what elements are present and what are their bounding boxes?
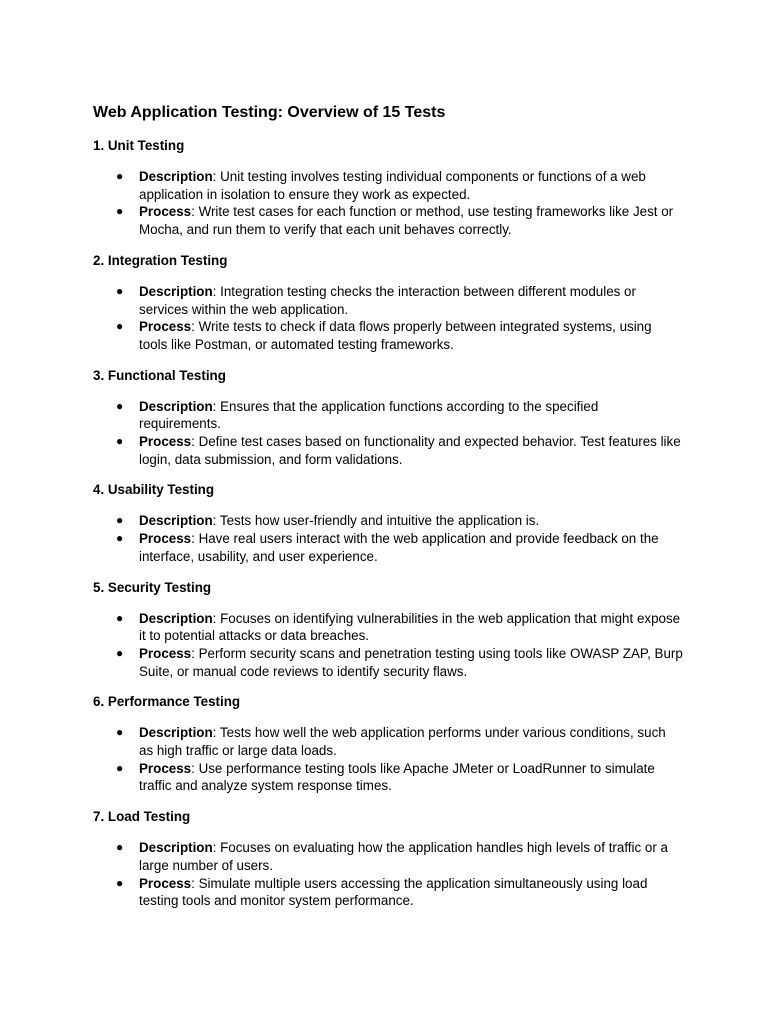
bullet-icon: ●: [116, 645, 124, 660]
bullet-icon: ●: [116, 725, 124, 740]
bullet-icon: ●: [116, 513, 124, 528]
list-item: [93, 645, 683, 680]
bullet-icon: ●: [116, 840, 124, 855]
bullet-list: [93, 839, 683, 910]
bullet-icon: ●: [116, 610, 124, 625]
bullet-icon: ●: [116, 204, 124, 219]
bullet-list: [93, 168, 683, 239]
list-item: [93, 433, 683, 468]
section-heading: 2. Integration Testing: [93, 252, 228, 268]
item-text: : Perform security scans and penetration testing using tools like OWASP ZAP, Burp Suite, or manual code reviews to identify security flaws.: [139, 645, 683, 679]
list-item: [93, 398, 683, 433]
test-section: [93, 579, 683, 681]
sections-container: [93, 137, 683, 910]
bullet-icon: ●: [116, 398, 124, 413]
item-term: Description: [139, 725, 213, 741]
list-item: [93, 168, 683, 203]
item-text: : Write test cases for each function or method, use testing frameworks like Jest or Mocha, and run them to verify that each unit behaves correctly.: [139, 204, 674, 238]
bullet-icon: ●: [116, 169, 124, 183]
item-term: Process: [139, 434, 192, 450]
test-section: [93, 481, 683, 565]
document-page: [93, 103, 683, 923]
list-item: [93, 724, 683, 759]
item-term: Process: [139, 204, 192, 220]
bullet-icon: ●: [116, 531, 124, 546]
item-text: : Have real users interact with the web application and provide feedback on the interface, usability, and user experience.: [139, 531, 659, 564]
item-term: Process: [139, 645, 192, 661]
section-heading: 5. Security Testing: [93, 579, 212, 595]
test-section: [93, 367, 683, 469]
section-heading: 6. Performance Testing: [93, 694, 241, 710]
list-item: [93, 512, 683, 530]
bullet-list: [93, 512, 683, 565]
item-term: Process: [139, 531, 192, 547]
item-term: Description: [139, 283, 213, 299]
section-heading: 3. Functional Testing: [93, 367, 226, 383]
list-item: [93, 530, 683, 565]
list-item: [93, 839, 683, 874]
item-text: : Unit testing involves testing individual components or functions of a web application in isolation to ensure they work as expected.: [139, 169, 646, 202]
item-term: Description: [139, 610, 213, 626]
list-item: [93, 760, 683, 795]
item-term: Description: [139, 840, 213, 856]
section-heading: 1. Unit Testing: [93, 138, 185, 153]
section-heading: 4. Usability Testing: [93, 482, 215, 498]
test-section: [93, 693, 683, 795]
item-text: : Use performance testing tools like Apache JMeter or LoadRunner to simulate traffic and analyze system response times.: [139, 760, 655, 794]
bullet-icon: ●: [116, 434, 124, 449]
item-term: Process: [139, 875, 192, 891]
bullet-icon: ●: [116, 283, 124, 298]
list-item: [93, 283, 683, 318]
item-text: : Ensures that the application functions according to the specified requirements.: [139, 398, 599, 432]
item-text: : Tests how user-friendly and intuitive the application is.: [212, 513, 540, 529]
item-text: : Integration testing checks the interaction between different modules or services within the web application.: [139, 283, 636, 317]
test-section: [93, 137, 683, 239]
document-title: Web Application Testing: Overview of 15 Tests: [93, 104, 446, 121]
bullet-list: [93, 283, 683, 354]
item-term: Process: [139, 760, 192, 776]
item-term: Description: [139, 513, 213, 529]
item-text: : Focuses on evaluating how the application handles high levels of traffic or a large number of users.: [139, 840, 668, 873]
item-text: : Define test cases based on functionality and expected behavior. Test features like login, data submission, and form validations.: [139, 434, 681, 467]
test-section: [93, 808, 683, 910]
item-text: : Write tests to check if data flows properly between integrated systems, using tools like Postman, or automated testing frameworks.: [139, 319, 652, 352]
item-text: : Simulate multiple users accessing the application simultaneously using load testing tools and monitor system performance.: [139, 875, 648, 909]
bullet-list: [93, 610, 683, 681]
list-item: [93, 875, 683, 910]
bullet-icon: ●: [116, 875, 124, 890]
test-section: [93, 252, 683, 354]
bullet-icon: ●: [116, 319, 124, 334]
list-item: [93, 203, 683, 238]
item-term: Description: [139, 169, 213, 184]
list-item: [93, 318, 683, 353]
list-item: [93, 610, 683, 645]
bullet-list: [93, 724, 683, 795]
section-heading: 7. Load Testing: [93, 809, 191, 825]
item-term: Process: [139, 319, 192, 335]
bullet-list: [93, 398, 683, 469]
bullet-icon: ●: [116, 760, 124, 775]
item-term: Description: [139, 398, 213, 414]
item-text: : Tests how well the web application performs under various conditions, such as high traffic or large data loads.: [139, 725, 666, 759]
item-text: : Focuses on identifying vulnerabilities in the web application that might expose it to potential attacks or data breaches.: [139, 610, 681, 644]
